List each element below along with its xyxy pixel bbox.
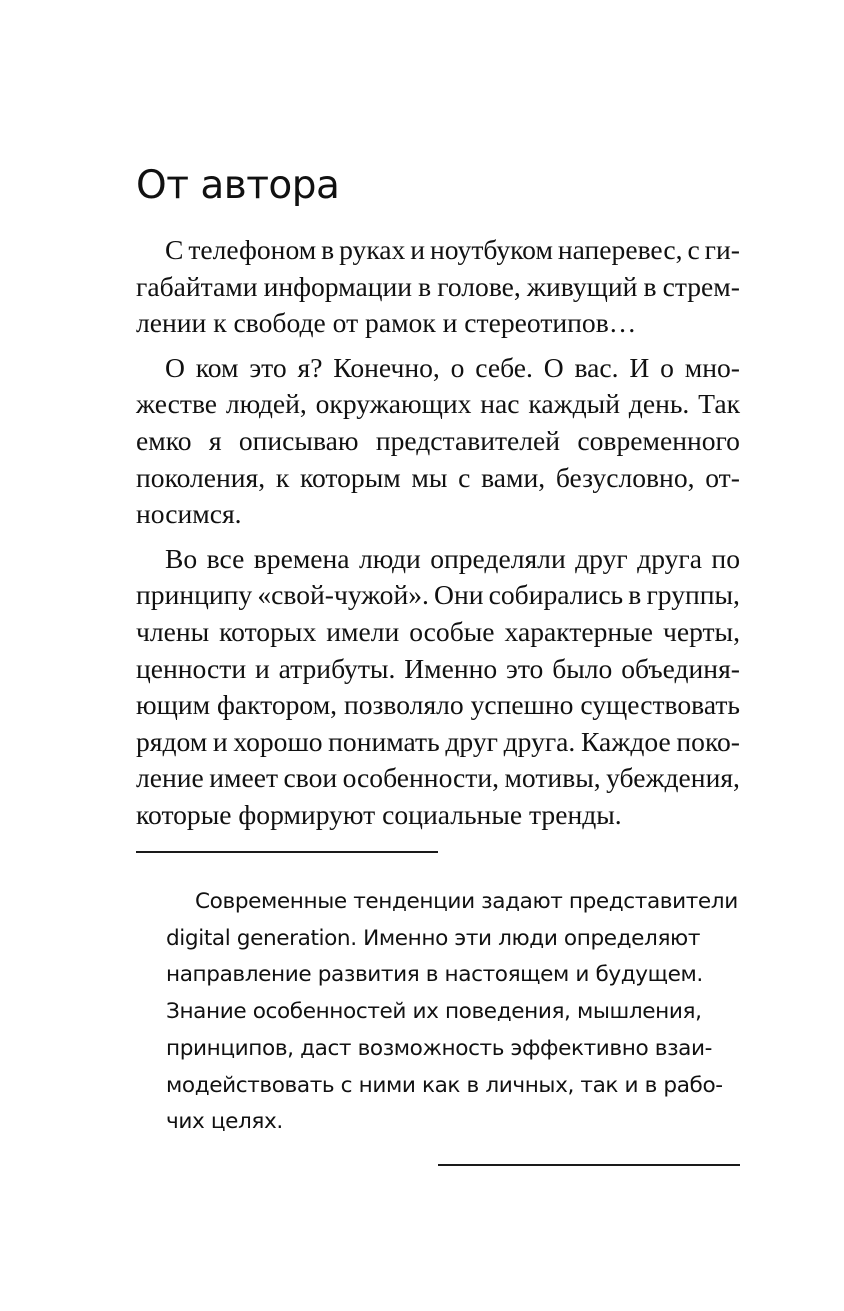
word: друг <box>445 725 498 757</box>
word: группы, <box>646 579 740 611</box>
word: в <box>418 270 432 302</box>
word: которым <box>299 461 401 493</box>
word: наперевес, <box>557 234 683 265</box>
word: в <box>628 579 642 611</box>
word: Каждое <box>580 725 671 757</box>
word: с <box>687 234 700 265</box>
word: собирались <box>488 579 624 611</box>
word: в <box>643 270 657 302</box>
text-line <box>136 651 740 688</box>
word: успешно <box>470 689 574 721</box>
word: ющим <box>136 689 211 721</box>
pull-quote <box>166 884 738 1141</box>
word: Во <box>165 542 198 574</box>
chapter-body <box>136 232 740 834</box>
word: черты, <box>662 615 740 647</box>
word: хорошо <box>233 725 323 757</box>
word: Именно <box>404 652 498 684</box>
word: стрем- <box>662 270 740 302</box>
word: существовать <box>580 689 740 721</box>
word: ценности <box>136 652 247 684</box>
word: по <box>711 542 740 574</box>
quote-line: Современные тенденции задают представители <box>195 889 738 914</box>
word: друга <box>637 542 702 574</box>
word: и <box>212 725 228 757</box>
text-line: носимся. <box>136 498 242 530</box>
word: принципу <box>136 579 253 611</box>
text-line <box>136 232 740 269</box>
word: современного <box>577 424 740 456</box>
word: О <box>165 351 185 383</box>
word: я? <box>297 351 323 383</box>
text-line <box>136 687 740 724</box>
word: в <box>321 234 335 265</box>
word: понимать <box>328 725 440 757</box>
word: это <box>249 351 287 383</box>
word: которых <box>219 615 317 647</box>
word: имеет <box>209 762 279 794</box>
word: поко- <box>676 725 740 757</box>
word: времена <box>253 542 350 574</box>
word: с <box>458 461 471 493</box>
text-line <box>136 269 740 306</box>
word: друга. <box>503 725 576 757</box>
text-line <box>136 386 740 423</box>
word: живущий <box>526 270 638 302</box>
word: ноутбуком <box>430 234 553 265</box>
word: людей, <box>225 388 307 420</box>
quote-line: принципов, даст возможность эффективно взаи- <box>166 1035 713 1061</box>
text-line: лении к свободе от рамок и стереотипов… <box>136 307 637 339</box>
word: имели <box>326 615 400 647</box>
quote-line: чих целях. <box>166 1109 283 1135</box>
word: О <box>543 351 564 383</box>
quote-line: модействовать с ними как в личных, так и в рабо- <box>166 1072 723 1098</box>
word: особенности, <box>342 762 500 794</box>
word: рядом <box>136 725 208 757</box>
word: емко <box>136 424 192 456</box>
text-line <box>136 760 740 797</box>
word: представителей <box>375 424 561 456</box>
word: от- <box>705 461 740 493</box>
word: люди <box>358 542 421 574</box>
word: ги- <box>704 234 740 265</box>
word: свои <box>283 762 338 794</box>
word: все <box>206 542 245 574</box>
word: информации <box>263 270 412 302</box>
word: телефоном <box>188 234 317 265</box>
word: С <box>165 234 184 265</box>
word: члены <box>136 615 210 647</box>
text-line: которые формируют социальные тренды. <box>136 798 622 830</box>
text-line <box>136 541 740 578</box>
word: Конечно, <box>333 351 440 383</box>
word: мотивы, <box>504 762 601 794</box>
chapter-title: От автора <box>136 163 340 208</box>
word: убеждения, <box>606 762 740 794</box>
word: «свой-чужой». <box>257 579 429 611</box>
word: объединя- <box>621 652 740 684</box>
paragraph-1 <box>136 232 740 342</box>
word: себе. <box>475 351 533 383</box>
word: Так <box>698 388 740 420</box>
word: вас. <box>574 351 619 383</box>
word: Они <box>434 579 484 611</box>
text-line <box>136 724 740 761</box>
text-line <box>136 350 740 387</box>
word: голове, <box>437 270 521 302</box>
word: габайтами <box>136 270 258 302</box>
word: определяли <box>430 542 566 574</box>
quote-line: направление развития в настоящем и будущем. <box>166 962 703 988</box>
text-line <box>136 423 740 460</box>
word: поколения, <box>136 461 266 493</box>
word: характерные <box>504 615 653 647</box>
word: день. <box>628 388 690 420</box>
word: друг <box>575 542 628 574</box>
word: позволяло <box>343 689 464 721</box>
word: нас <box>480 388 520 420</box>
word: описываю <box>238 424 359 456</box>
word: фактором, <box>216 689 338 721</box>
word: мы <box>411 461 448 493</box>
word: ление <box>136 762 204 794</box>
word: жестве <box>136 388 218 420</box>
word: и <box>254 652 270 684</box>
word: о <box>660 351 674 383</box>
word: атрибуты. <box>278 652 396 684</box>
text-line <box>136 577 740 614</box>
callout-top-divider <box>136 851 438 853</box>
word: ком <box>195 351 239 383</box>
text-line <box>136 614 740 651</box>
callout-bottom-divider <box>438 1164 740 1166</box>
paragraph-2 <box>136 350 740 533</box>
word: вами, <box>481 461 546 493</box>
text-line <box>136 460 740 497</box>
word: особые <box>409 615 495 647</box>
word: было <box>552 652 613 684</box>
word: к <box>275 461 290 493</box>
word: руках <box>339 234 406 265</box>
word: каждый <box>528 388 620 420</box>
word: мно- <box>684 351 740 383</box>
paragraph-3 <box>136 541 740 834</box>
word: это <box>506 652 544 684</box>
word: окружающих <box>315 388 472 420</box>
word: безусловно, <box>555 461 695 493</box>
word: о <box>450 351 465 383</box>
quote-line: Знание особенностей их поведения, мышления, <box>166 999 702 1025</box>
quote-line: digital generation. Именно эти люди определяют <box>166 925 701 951</box>
word: И <box>629 351 650 383</box>
word: я <box>208 424 222 456</box>
word: и <box>410 234 426 265</box>
